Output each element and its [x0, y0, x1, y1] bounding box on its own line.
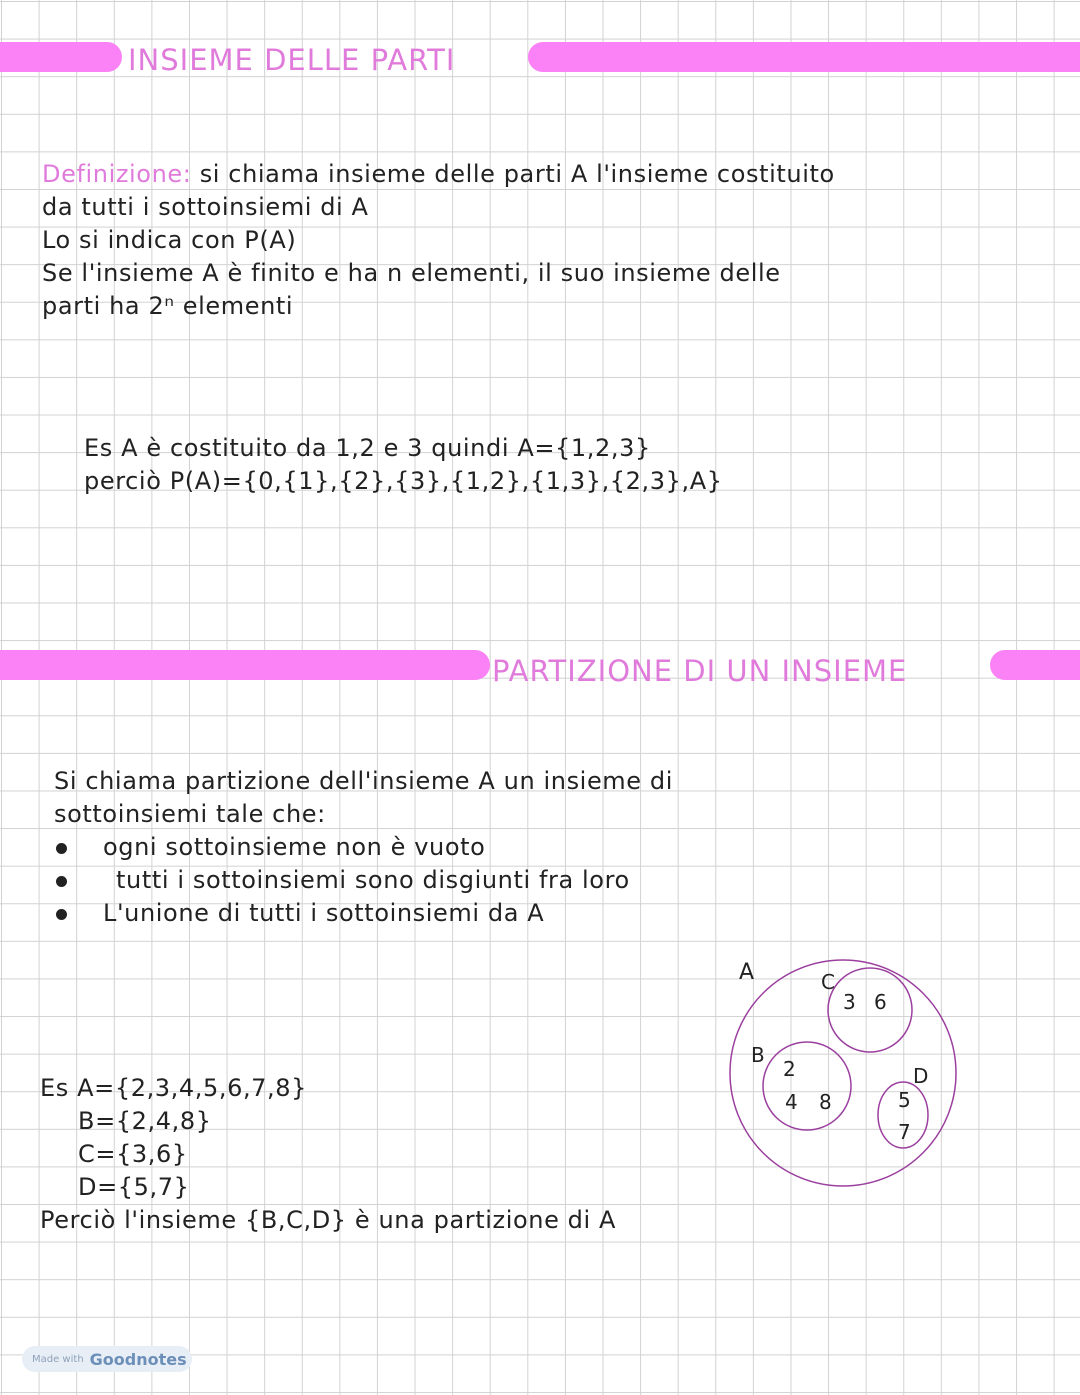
- venn-label-d: D: [913, 1064, 929, 1088]
- venn-element: 8: [819, 1090, 832, 1114]
- title-band-left-2: [0, 650, 490, 680]
- venn-element: 3: [843, 990, 856, 1014]
- bullet-item-3: L'unione di tutti i sottoinsiemi da A: [103, 899, 545, 927]
- section-title-partizione: PARTIZIONE DI UN INSIEME: [492, 654, 908, 688]
- venn-set-c-circle: [828, 968, 912, 1052]
- title-band-right: [528, 42, 1080, 72]
- venn-set-b-circle: [763, 1042, 851, 1130]
- definition-line-2: da tutti i sottoinsiemi di A: [42, 193, 369, 221]
- definition-line-3: Lo si indica con P(A): [42, 226, 297, 254]
- bullet-dot: [56, 909, 67, 920]
- bullet-dot: [56, 876, 67, 887]
- definition-text: si chiama insieme delle parti A l'insieme costituito: [191, 160, 835, 188]
- venn-element: 4: [785, 1090, 798, 1114]
- venn-element: 7: [898, 1120, 911, 1144]
- example-2-set-b: B={2,4,8}: [78, 1107, 212, 1135]
- title-band-left: [0, 42, 122, 72]
- venn-element: 5: [898, 1088, 911, 1112]
- venn-label-b: B: [751, 1043, 765, 1067]
- title-band-right-2: [990, 650, 1080, 680]
- example-1-line-1: Es A è costituito da 1,2 e 3 quindi A={1,2,3}: [84, 434, 651, 462]
- bullet-dot: [56, 843, 67, 854]
- example-1-line-2: perciò P(A)={0,{1},{2},{3},{1,2},{1,3},{2,3},A}: [84, 467, 723, 495]
- goodnotes-badge: [22, 1346, 192, 1372]
- example-2-set-c: C={3,6}: [78, 1140, 188, 1168]
- venn-diagram: [725, 955, 965, 1195]
- example-2-set-d: D={5,7}: [78, 1173, 190, 1201]
- definition-line-5: parti ha 2ⁿ elementi: [42, 292, 294, 320]
- example-2-set-a: Es A={2,3,4,5,6,7,8}: [40, 1074, 308, 1102]
- bullet-item-1: ogni sottoinsieme non è vuoto: [103, 833, 486, 861]
- example-2-conclusion: Perciò l'insieme {B,C,D} è una partizione di A: [40, 1206, 617, 1234]
- section-title-insieme-delle-parti: INSIEME DELLE PARTI: [128, 43, 456, 77]
- made-with-text: Made with: [32, 1353, 84, 1365]
- goodnotes-brand: Goodnotes: [89, 1349, 187, 1369]
- partition-intro-line-2: sottoinsiemi tale che:: [54, 800, 326, 828]
- venn-element: 6: [874, 990, 887, 1014]
- definition-line-4: Se l'insieme A è finito e ha n elementi, il suo insieme delle: [42, 259, 781, 287]
- bullet-item-2: tutti i sottoinsiemi sono disgiunti fra loro: [116, 866, 630, 894]
- partition-intro-line-1: Si chiama partizione dell'insieme A un insieme di: [54, 767, 673, 795]
- definition-label: Definizione:: [42, 160, 192, 188]
- definition-line-1: [42, 158, 835, 191]
- venn-element: 2: [783, 1057, 796, 1081]
- venn-label-c: C: [821, 970, 835, 994]
- venn-label-a: A: [739, 960, 755, 985]
